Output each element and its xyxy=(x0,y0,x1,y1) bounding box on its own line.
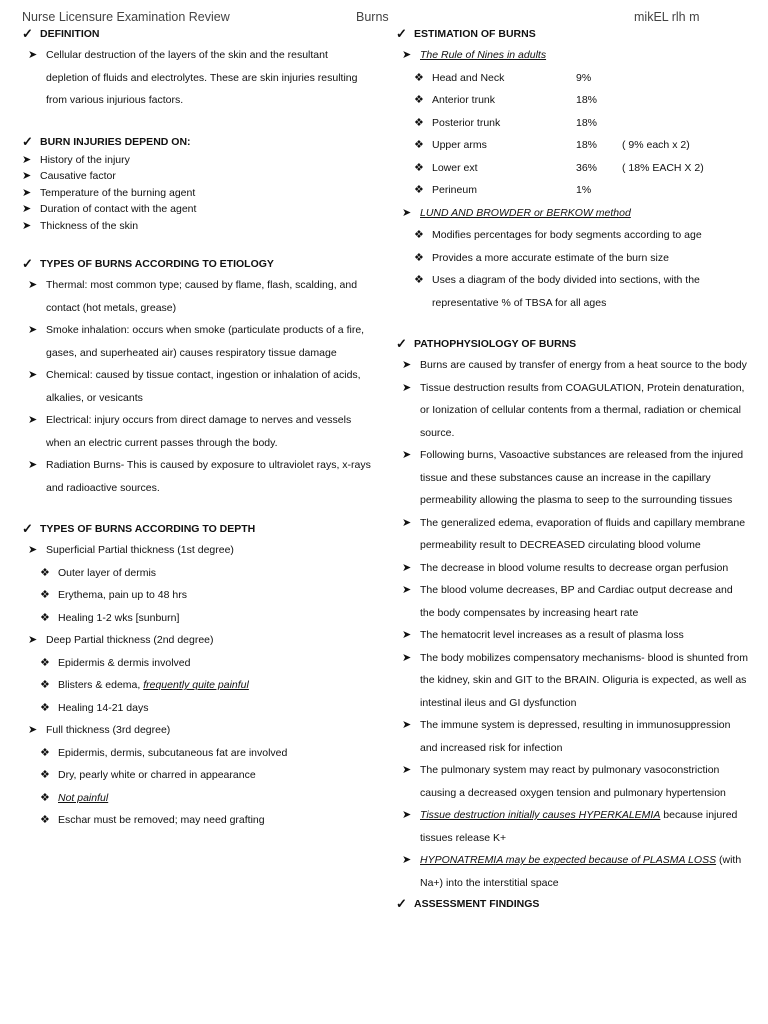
arrowhead-bullet-icon: ➤ xyxy=(402,629,412,641)
list-item: ➤ Thermal: most common type; caused by flame, flash, scalding, and contact (hot metals, grease) xyxy=(22,274,372,319)
sub-list-item: ❖ Epidermis, dermis, subcutaneous fat are involved xyxy=(22,742,372,765)
section-assessment-heading xyxy=(396,894,748,914)
list-item: ➤ Tissue destruction initially causes HYPERKALEMIA because injured tissues release K+ xyxy=(396,804,748,849)
four-diamond-bullet-icon: ❖ xyxy=(40,701,50,714)
list-item: ➤ Electrical: injury occurs from direct damage to nerves and vessels when an electric current passes through the body. xyxy=(22,409,372,454)
section-definition-heading xyxy=(22,24,372,44)
arrowhead-bullet-icon: ➤ xyxy=(28,414,38,426)
arrowhead-bullet-icon: ➤ xyxy=(28,49,38,61)
arrowhead-bullet-icon: ➤ xyxy=(402,854,412,866)
sub-list-item: ❖ Modifies percentages for body segments according to age xyxy=(396,224,748,247)
section-patho-heading xyxy=(396,334,748,354)
arrowhead-bullet-icon: ➤ xyxy=(402,561,412,574)
doc-header-center: Burns xyxy=(356,10,389,24)
sub-list-item: ❖ Uses a diagram of the body divided into sections, with the representative % of TBSA for all ages xyxy=(396,269,748,314)
list-item: ➤ HYPONATREMIA may be expected because of PLASMA LOSS (with Na+) into the interstitial space xyxy=(396,849,748,894)
arrowhead-bullet-icon: ➤ xyxy=(402,809,412,821)
section-estimation-heading xyxy=(396,24,748,44)
rule-of-nines-row: ❖ Posterior trunk 18% xyxy=(396,112,748,135)
sub-list-item: ❖ Healing 14-21 days xyxy=(22,697,372,720)
four-diamond-bullet-icon: ❖ xyxy=(40,611,50,624)
arrowhead-bullet-icon: ➤ xyxy=(402,206,412,219)
sub-list-item: ❖ Epidermis & dermis involved xyxy=(22,652,372,675)
list-item: ➤ Burns are caused by transfer of energy from a heat source to the body xyxy=(396,354,748,377)
arrowhead-bullet-icon: ➤ xyxy=(402,49,412,61)
arrowhead-bullet-icon: ➤ xyxy=(402,359,412,371)
list-item: ➤ The immune system is depressed, resulting in immunosuppression and increased risk for infection xyxy=(396,714,748,759)
four-diamond-bullet-icon: ❖ xyxy=(40,746,50,759)
arrowhead-bullet-icon: ➤ xyxy=(28,724,38,736)
sub-list-item: ❖ Not painful xyxy=(22,787,372,810)
doc-header-left: Nurse Licensure Examination Review xyxy=(22,10,230,24)
left-column xyxy=(22,24,372,832)
arrowhead-bullet-icon: ➤ xyxy=(28,324,38,336)
list-item: ➤ Superficial Partial thickness (1st degree) xyxy=(22,539,372,562)
section-title: TYPES OF BURNS ACCORDING TO DEPTH xyxy=(40,523,256,535)
section-title: TYPES OF BURNS ACCORDING TO ETIOLOGY xyxy=(40,258,274,270)
sub-list-item: ❖ Eschar must be removed; may need grafting xyxy=(22,809,372,832)
list-item: ➤ Causative factor xyxy=(22,168,372,185)
check-icon: ✓ xyxy=(396,336,407,351)
list-item: ➤ The pulmonary system may react by pulmonary vasoconstriction causing a decreased oxygen tension and pulmonary hypertension xyxy=(396,759,748,804)
four-diamond-bullet-icon: ❖ xyxy=(40,656,50,669)
list-item: ➤ Smoke inhalation: occurs when smoke (particulate products of a fire, gases, and superheated air) causes respiratory tissue damage xyxy=(22,319,372,364)
four-diamond-bullet-icon: ❖ xyxy=(414,184,424,196)
arrowhead-bullet-icon: ➤ xyxy=(402,381,412,394)
rule-of-nines-row: ❖ Anterior trunk 18% xyxy=(396,89,748,112)
section-etiology-heading xyxy=(22,254,372,274)
four-diamond-bullet-icon: ❖ xyxy=(414,274,424,286)
list-item: ➤ Thickness of the skin xyxy=(22,218,372,235)
rule-of-nines-row: ❖ Head and Neck 9% xyxy=(396,67,748,90)
list-item: ➤ Following burns, Vasoactive substances are released from the injured tissue and these substances cause an increase in the capillary permeability allowing the plasma to seep to the surrounding tissues xyxy=(396,444,748,512)
four-diamond-bullet-icon: ❖ xyxy=(414,161,424,174)
list-item: ➤ Radiation Burns- This is caused by exposure to ultraviolet rays, x-rays and radioactive sources. xyxy=(22,454,372,499)
list-item: ➤ Full thickness (3rd degree) xyxy=(22,719,372,742)
four-diamond-bullet-icon: ❖ xyxy=(40,814,50,826)
section-depend-heading xyxy=(22,132,372,152)
list-item: ➤ The Rule of Nines in adults xyxy=(396,44,748,67)
arrowhead-bullet-icon: ➤ xyxy=(22,186,32,199)
check-icon: ✓ xyxy=(396,896,407,911)
section-depth-heading xyxy=(22,519,372,539)
list-item: ➤ History of the injury xyxy=(22,152,372,169)
arrowhead-bullet-icon: ➤ xyxy=(22,219,32,232)
arrowhead-bullet-icon: ➤ xyxy=(28,279,38,291)
four-diamond-bullet-icon: ❖ xyxy=(414,139,424,151)
arrowhead-bullet-icon: ➤ xyxy=(402,651,412,664)
arrowhead-bullet-icon: ➤ xyxy=(402,449,412,461)
arrowhead-bullet-icon: ➤ xyxy=(402,584,412,596)
four-diamond-bullet-icon: ❖ xyxy=(40,566,50,579)
four-diamond-bullet-icon: ❖ xyxy=(40,679,50,691)
four-diamond-bullet-icon: ❖ xyxy=(414,116,424,129)
arrowhead-bullet-icon: ➤ xyxy=(402,516,412,529)
list-item: ➤ The body mobilizes compensatory mechanisms- blood is shunted from the kidney, skin and GIT to the BRAIN. Oliguria is expected, as well as intestinal ileus and GI dysfunction xyxy=(396,647,748,715)
list-item: ➤ Temperature of the burning agent xyxy=(22,185,372,202)
list-item: ➤ Chemical: caused by tissue contact, ingestion or inhalation of acids, alkalies, or vesicants xyxy=(22,364,372,409)
section-title: PATHOPHYSIOLOGY OF BURNS xyxy=(414,338,577,350)
check-icon: ✓ xyxy=(22,26,33,41)
sub-list-item: ❖ Provides a more accurate estimate of the burn size xyxy=(396,247,748,270)
rule-of-nines-row: ❖ Upper arms 18% ( 9% each x 2) xyxy=(396,134,748,157)
arrowhead-bullet-icon: ➤ xyxy=(28,369,38,381)
list-item: ➤ Duration of contact with the agent xyxy=(22,201,372,218)
section-title: BURN INJURIES DEPEND ON: xyxy=(40,135,191,148)
check-icon: ✓ xyxy=(22,133,33,149)
list-item: ➤ The blood volume decreases, BP and Cardiac output decrease and the body compensates by increasing heart rate xyxy=(396,579,748,624)
arrowhead-bullet-icon: ➤ xyxy=(28,634,38,646)
rule-of-nines-row: ❖ Lower ext 36% ( 18% EACH X 2) xyxy=(396,157,748,180)
four-diamond-bullet-icon: ❖ xyxy=(40,769,50,781)
list-item: ➤ LUND AND BROWDER or BERKOW method xyxy=(396,202,748,225)
right-column xyxy=(396,24,748,914)
four-diamond-bullet-icon: ❖ xyxy=(414,71,424,84)
arrowhead-bullet-icon: ➤ xyxy=(22,203,32,215)
check-icon: ✓ xyxy=(22,521,33,536)
arrowhead-bullet-icon: ➤ xyxy=(28,544,38,556)
rule-of-nines-row: ❖ Perineum 1% xyxy=(396,179,748,202)
list-item: ➤ The decrease in blood volume results to decrease organ perfusion xyxy=(396,557,748,580)
list-item: ➤ Deep Partial thickness (2nd degree) xyxy=(22,629,372,652)
section-title: DEFINITION xyxy=(40,28,100,40)
sub-list-item: ❖ Dry, pearly white or charred in appearance xyxy=(22,764,372,787)
four-diamond-bullet-icon: ❖ xyxy=(40,791,50,804)
four-diamond-bullet-icon: ❖ xyxy=(414,94,424,106)
arrowhead-bullet-icon: ➤ xyxy=(22,170,32,182)
four-diamond-bullet-icon: ❖ xyxy=(414,229,424,241)
list-item: ➤ The hematocrit level increases as a result of plasma loss xyxy=(396,624,748,647)
arrowhead-bullet-icon: ➤ xyxy=(28,459,38,471)
sub-list-item: ❖ Healing 1-2 wks [sunburn] xyxy=(22,607,372,630)
check-icon: ✓ xyxy=(396,26,407,41)
list-item: ➤ Tissue destruction results from COAGULATION, Protein denaturation, or Ionization of cellular contents from a thermal, radiation or chemical source. xyxy=(396,377,748,445)
list-item: ➤ Cellular destruction of the layers of the skin and the resultant depletion of fluids and electrolytes. These are skin injuries resulting from various injurious factors. xyxy=(22,44,372,112)
section-title: ASSESSMENT FINDINGS xyxy=(414,898,540,910)
doc-header-right: mikEL rlh m xyxy=(634,10,700,24)
sub-list-item: ❖ Erythema, pain up to 48 hrs xyxy=(22,584,372,607)
four-diamond-bullet-icon: ❖ xyxy=(414,251,424,264)
sub-list-item: ❖ Blisters & edema, frequently quite painful xyxy=(22,674,372,697)
arrowhead-bullet-icon: ➤ xyxy=(402,764,412,776)
sub-list-item: ❖ Outer layer of dermis xyxy=(22,562,372,585)
four-diamond-bullet-icon: ❖ xyxy=(40,589,50,601)
list-item: ➤ The generalized edema, evaporation of fluids and capillary membrane permeability result to DECREASED circulating blood volume xyxy=(396,512,748,557)
arrowhead-bullet-icon: ➤ xyxy=(22,153,32,166)
arrowhead-bullet-icon: ➤ xyxy=(402,719,412,731)
check-icon: ✓ xyxy=(22,256,33,271)
section-title: ESTIMATION OF BURNS xyxy=(414,28,536,40)
